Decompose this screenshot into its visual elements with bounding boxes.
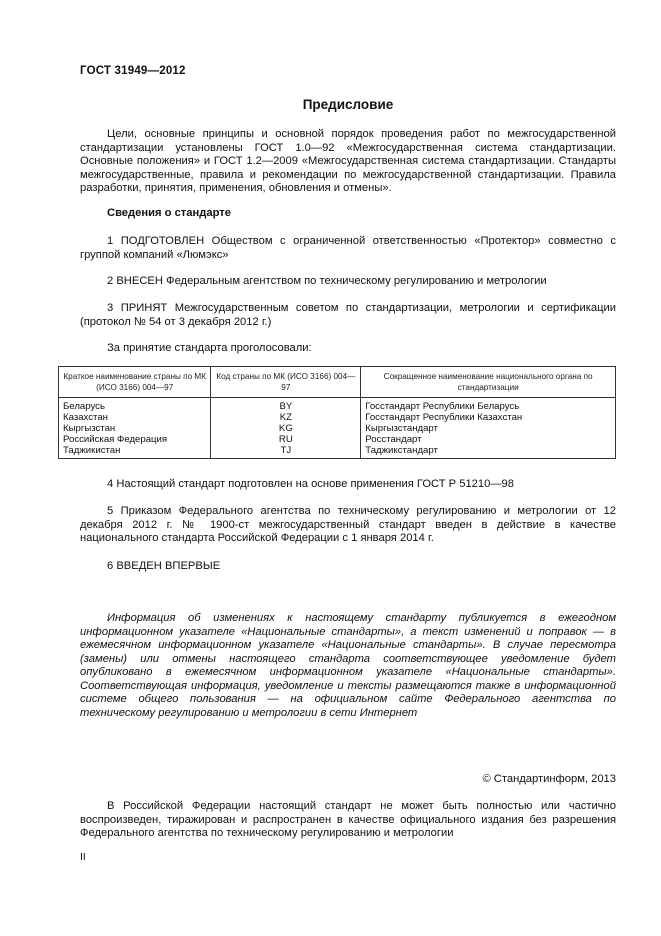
country-name: Российская Федерация [59,434,211,445]
country-name: Кыргызстан [59,423,211,434]
header-national-body: Сокращенное наименование национального органа по стандартизации [361,367,616,398]
info-notice: Информация об изменениях к настоящему стандарту публикуется в ежегодном информационном указателе «Национальные стандарты», а текст изменений и поправок — в ежемесячном информационном указателе «Национальные стандарты». В случае пересмотра (замены) или отмены настоящего стандарта соответствующее уведомление будет опубликовано в ежемесячном информационном указателе «Национальные стандарты». Соответствующая информация, уведомление и тексты размещаются также в информационной системе общего пользования — на официальном сайте Федерального агентства по техническому регулированию и метрологии в сети Интернет [80,612,616,719]
reproduction-notice: В Российской Федерации настоящий стандарт не может быть полностью или частично воспроизведен, тиражирован и распространен в качестве официального издания без разрешения Федерального агентства по техническому регулированию и метрологии [80,800,616,840]
table-row [59,445,616,459]
country-code: KG [211,423,361,434]
header-country-name: Краткое наименование страны по МК (ИСО 3166) 004—97 [59,367,211,398]
country-code: TJ [211,445,361,459]
country-name: Беларусь [59,398,211,413]
vote-label: За принятие стандарта проголосовали: [107,342,312,354]
country-code: RU [211,434,361,445]
item-prepared: 1 ПОДГОТОВЛЕН Обществом с ограниченной ответственностью «Протектор» совместно с группой компаний «Люмэкс» [80,235,616,261]
table-row [59,423,616,434]
table-row [59,398,616,413]
table-header-row [59,367,616,398]
national-body: Госстандарт Республики Казахстан [361,412,616,423]
national-body: Таджикстандарт [361,445,616,459]
national-body: Госстандарт Республики Беларусь [361,398,616,413]
country-code: KZ [211,412,361,423]
country-name: Казахстан [59,412,211,423]
about-standard-heading: Сведения о стандарте [107,207,231,219]
copyright: © Стандартинформ, 2013 [482,773,616,785]
standard-code: ГОСТ 31949—2012 [80,65,186,77]
country-code: BY [211,398,361,413]
item-introduced: 2 ВНЕСЕН Федеральным агентством по техническому регулированию и метрологии [107,275,547,287]
national-body: Кыргызстандарт [361,423,616,434]
national-body: Росстандарт [361,434,616,445]
item-order: 5 Приказом Федерального агентства по техническому регулированию и метрологии от 12 декабря 2012 г. № 1900-ст межгосударственный стандарт введен в действие в качестве национального стандарта Российской Федерации с 1 января 2014 г. [80,505,616,545]
item-adopted: 3 ПРИНЯТ Межгосударственным советом по стандартизации, метрологии и сертификации (протокол № 54 от 3 декабря 2012 г.) [80,302,616,328]
intro-paragraph: Цели, основные принципы и основной порядок проведения работ по межгосударственной стандартизации установлены ГОСТ 1.0—92 «Межгосударственная система стандартизации. Основные положения» и ГОСТ 1.2—2009 «Межгосударственная система стандартизации. Стандарты межгосударственные, правила и рекомендации по межгосударственной стандартизации. Правила разработки, принятия, применения, обновления и отмены». [80,128,616,195]
header-country-code: Код страны по МК (ИСО 3166) 004—97 [211,367,361,398]
page-title: Предисловие [302,97,394,112]
item-first-introduced: 6 ВВЕДЕН ВПЕРВЫЕ [107,560,221,572]
voting-members-table [58,366,616,459]
table-row [59,434,616,445]
page-number: II [80,851,86,863]
country-name: Таджикистан [59,445,211,459]
table-row [59,412,616,423]
item-based-on: 4 Настоящий стандарт подготовлен на основе применения ГОСТ Р 51210—98 [107,478,514,490]
